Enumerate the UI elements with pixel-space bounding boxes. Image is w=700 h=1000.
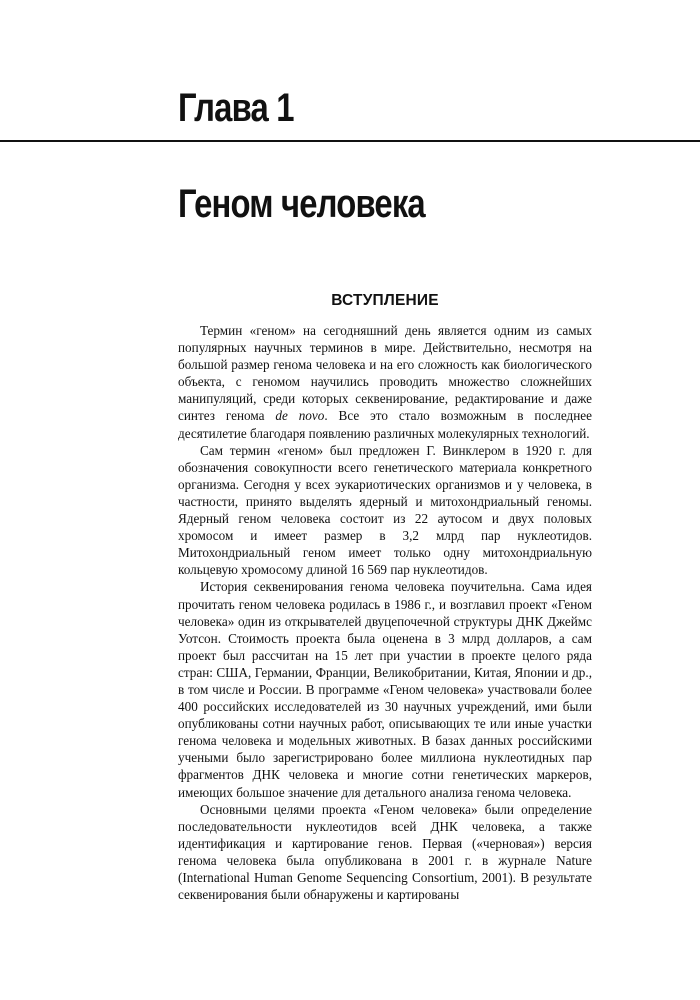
paragraph-sequencing-history: История секвенирования генома человека поучительна. Сама идея прочитать геном человека родилась в 1986 г., и возглавил проект «Геном человека» один из открывателей двуцепочечной структуры ДНК Джеймс Уотсон. Стоимость проекта была оценена в 3 млрд долларов, а сам проект был рассчитан на 15 лет при участии в проекте целого ряда стран: США, Германии, Франции, Великобритании, Китая, Японии и др., в том числе и России. В программе «Геном человека» участвовали более 400 российских исследователей из 30 научных учреждений, ими были опубликованы сотни научных работ, описывающих те или иные участки генома человека и модельных животных. В базах данных российскими учеными было зарегистрировано более миллиона нуклеотидных пар фрагментов ДНК человека и многие сотни генетических маркеров, имеющих большое значение для детального анализа генома человека. — [178, 579, 592, 800]
chapter-title: Геном человека — [178, 182, 425, 226]
paragraph-intro — [178, 322, 592, 442]
section-heading: ВСТУПЛЕНИЕ — [331, 292, 439, 309]
chapter-divider — [0, 140, 700, 142]
paragraph-project-goals: Основными целями проекта «Геном человека» были определение последовательности нуклеотидов всей ДНК человека, а также идентификация и картирование генов. Первая («черновая») версия генома человека была опубликована в 2001 г. в журнале Nature (International Human Genome Sequencing Consortium, 2001). В результате секвенирования были обнаружены и картированы — [178, 801, 592, 903]
body-text — [178, 322, 592, 903]
paragraph-intro-emphasis: de novo — [275, 408, 325, 424]
paragraph-term-origin: Сам термин «геном» был предложен Г. Винклером в 1920 г. для обозначения совокупности всего генетического материала конкретного организма. Сегодня у всех эукариотических организмов и у человека, в частности, принято выделять ядерный и митохондриальный геномы. Ядерный геном человека состоит из 22 аутосом и двух половых хромосом и имеет размер в 3,2 млрд пар нуклеотидов. Митохондриальный геном имеет только одну митохондриальную кольцевую хромосому длиной 16 569 пар нуклеотидов. — [178, 442, 592, 578]
paragraph-intro-text: Термин «геном» на сегодняшний день является одним из самых популярных научных терминов в мире. Действительно, несмотря на большой размер генома человека и на его сложность как биологического объекта, с геномом научились проводить множество сложнейших манипуляций, среди которых секвенирование, редактирование и даже синтез генома — [178, 323, 592, 424]
paragraph-intro-text-end: . Все это стало возможным в последнее десятилетие благодаря появлению различных молекулярных технологий. — [178, 408, 592, 441]
chapter-label: Глава 1 — [178, 86, 294, 130]
